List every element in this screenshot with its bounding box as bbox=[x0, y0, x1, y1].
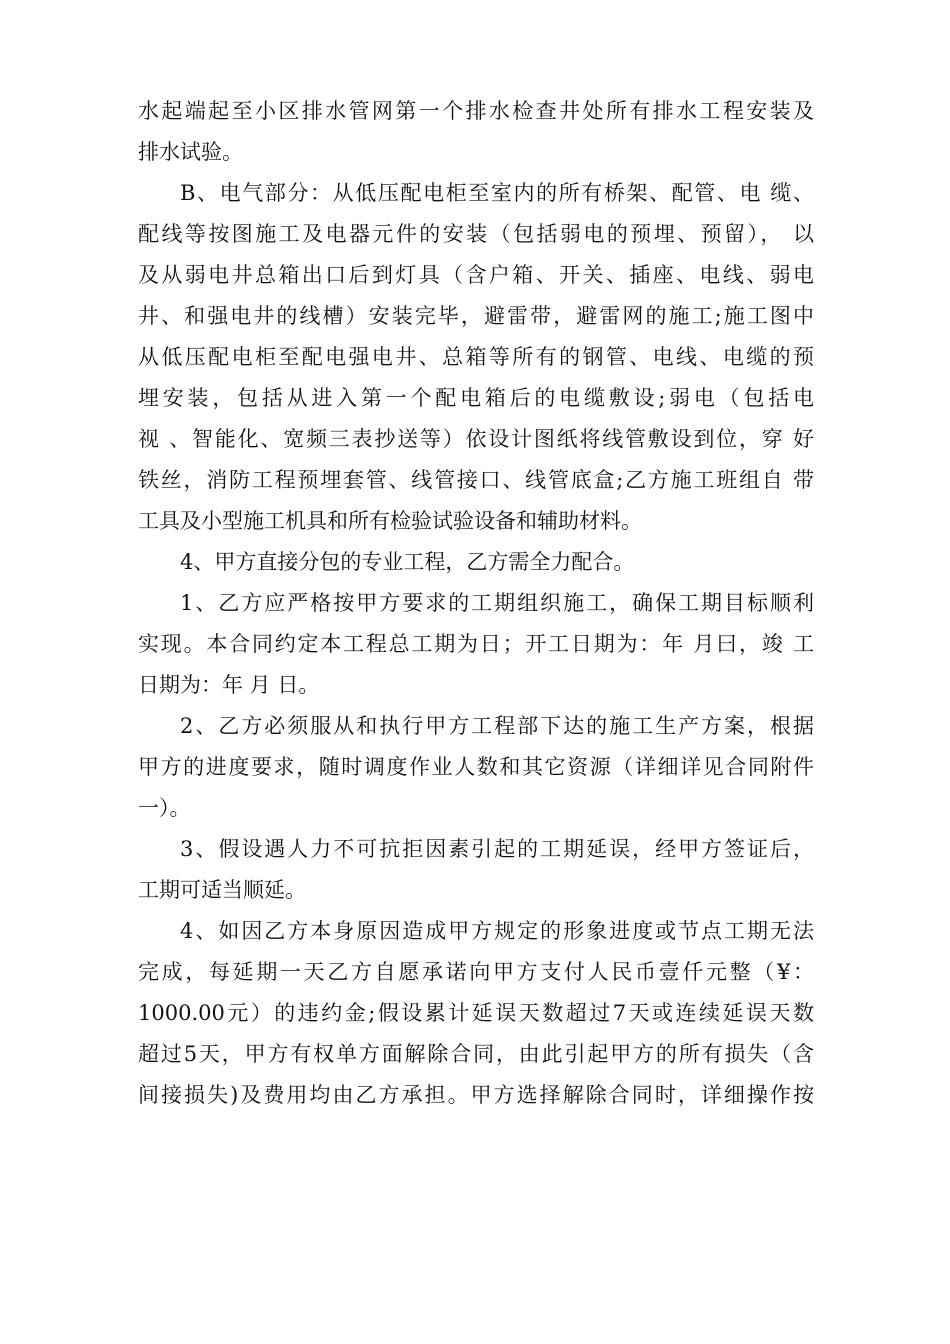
text-line: 从低压配电柜至配电强电井、总箱等所有的钢管、电线、电缆的预 bbox=[138, 345, 814, 369]
text-line: 4、如因乙方本身原因造成甲方规定的形象进度或节点工期无法 bbox=[180, 919, 814, 943]
contract-text-body bbox=[138, 91, 814, 1116]
text-line: 超过5天，甲方有权单方面解除合同，由此引起甲方的所有损失（含 bbox=[138, 1042, 814, 1066]
text-line: 铁丝，消防工程预埋套管、线管接口、线管底盒;乙方施工班组自 带 bbox=[138, 468, 814, 492]
text-line: 2、乙方必须服从和执行甲方工程部下达的施工生产方案，根据 bbox=[180, 714, 814, 738]
text-line: 配线等按图施工及电器元件的安装（包括弱电的预埋、预留）， 以 bbox=[138, 222, 814, 246]
text-line: 1000.00元）的违约金;假设累计延误天数超过7天或连续延误天数 bbox=[138, 1001, 814, 1025]
text-line: 水起端起至小区排水管网第一个排水检查井处所有排水工程安装及 bbox=[138, 99, 814, 123]
text-line: 完成，每延期一天乙方自愿承诺向甲方支付人民币壹仟元整（¥： bbox=[138, 960, 814, 984]
text-line: 视 、智能化、宽频三表抄送等）依设计图纸将线管敷设到位，穿 好 bbox=[138, 427, 814, 451]
text-line: 埋安装，包括从进入第一个配电箱后的电缆敷设;弱电（包括电 bbox=[138, 386, 814, 410]
text-line: 3、假设遇人力不可抗拒因素引起的工期延误，经甲方签证后， bbox=[180, 837, 814, 861]
text-line: 4、甲方直接分包的专业工程，乙方需全力配合。 bbox=[180, 550, 635, 574]
text-line: B、电气部分：从低压配电柜至室内的所有桥架、配管、电 缆、 bbox=[180, 181, 814, 205]
text-line: 及从弱电井总箱出口后到灯具（含户箱、开关、插座、电线、弱电 bbox=[138, 263, 814, 287]
text-line: 工具及小型施工机具和所有检验试验设备和辅助材料。 bbox=[138, 509, 642, 533]
text-line: 一）。 bbox=[138, 796, 191, 820]
text-line: 间接损失)及费用均由乙方承担。甲方选择解除合同时，详细操作按 bbox=[138, 1083, 814, 1107]
text-line: 井、和强电井的线槽）安装完毕，避雷带，避雷网的施工;施工图中 bbox=[138, 304, 814, 328]
text-line: 排水试验。 bbox=[138, 140, 243, 164]
text-line: 日期为：年 月 日。 bbox=[138, 673, 320, 697]
text-line: 工期可适当顺延。 bbox=[138, 878, 306, 902]
text-line: 实现。本合同约定本工程总工期为日；开工日期为：年 月曰，竣 工 bbox=[138, 632, 814, 656]
text-line: 甲方的进度要求，随时调度作业人数和其它资源（详细详见合同附件 bbox=[138, 755, 814, 779]
text-line: 1、乙方应严格按甲方要求的工期组织施工，确保工期目标顺利 bbox=[180, 591, 814, 615]
